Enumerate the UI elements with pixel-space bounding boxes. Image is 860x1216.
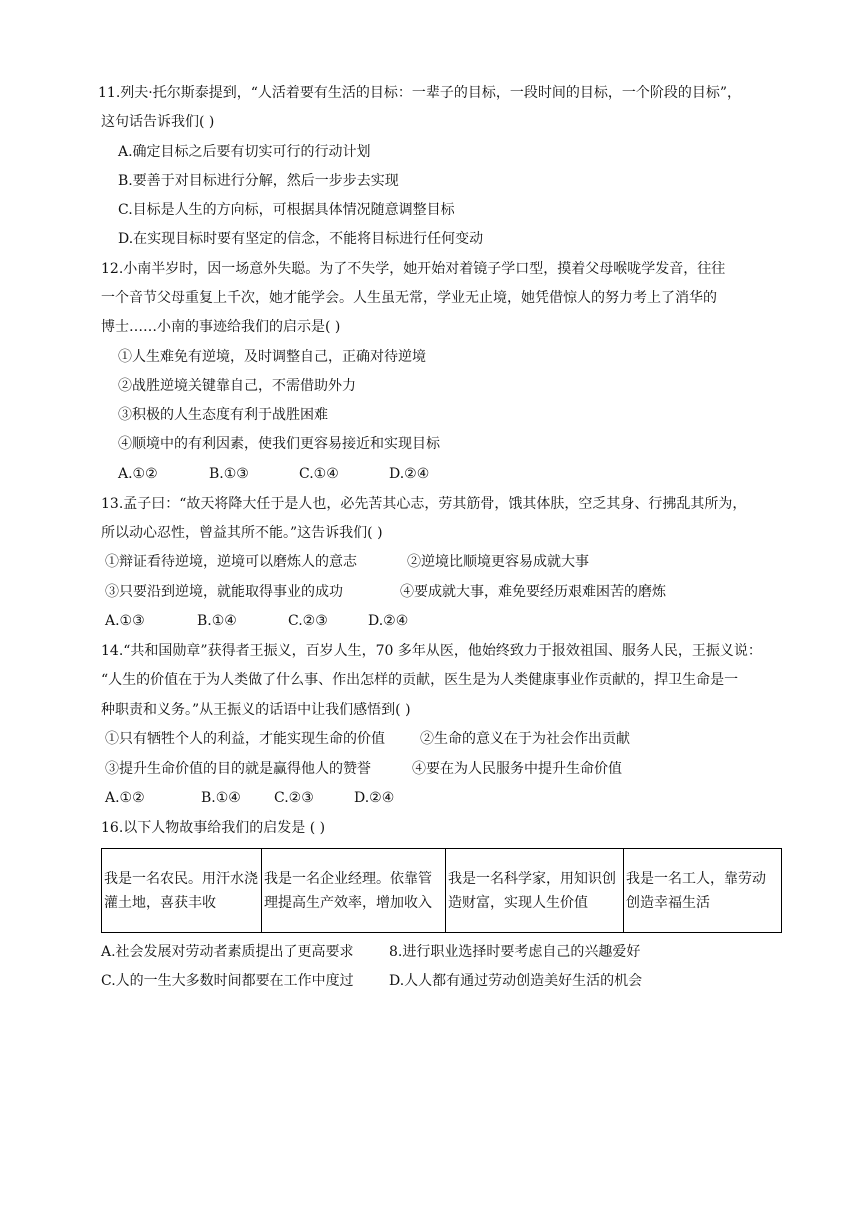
q14-option-b: B.①④ bbox=[201, 790, 241, 806]
q14-item-4: ④要在为人民服务中提升生命价值 bbox=[412, 761, 622, 777]
q13-item-3: ③只要沿到逆境，就能取得事业的成功 bbox=[105, 584, 343, 600]
q12-item-3: ③积极的人生态度有利于战胜困难 bbox=[118, 407, 328, 423]
q14-stem-line-1: 14.“共和国勋章”获得者王振义，百岁人生，70 多年从医，他始终致力于报效祖国、服务人民，王振义说： bbox=[101, 643, 762, 659]
q11-option-d: D.在实现目标时要有坚定的信念，不能将目标进行任何变动 bbox=[118, 231, 484, 247]
q12-option-c: C.①④ bbox=[299, 466, 339, 482]
q12-option-a: A.①② bbox=[118, 466, 158, 482]
q11-stem-line-1: 11.列夫·托尔斯泰提到，“人活着要有生活的目标：一辈子的目标，一段时间的目标，一个阶段的目标”， bbox=[98, 85, 742, 101]
q12-stem-line-3: 博士……小南的事迹给我们的启示是( ) bbox=[101, 319, 341, 335]
q14-option-c: C.②③ bbox=[274, 790, 314, 806]
story-cell-scientist: 我是一名科学家，用知识创造财富，实现人生价值 bbox=[446, 849, 624, 933]
q11-option-a: A.确定目标之后要有切实可行的行动计划 bbox=[118, 144, 371, 160]
q16-option-d: D.人人都有通过劳动创造美好生活的机会 bbox=[389, 973, 643, 989]
q13-option-b: B.①④ bbox=[197, 613, 237, 629]
q13-item-2: ②逆境比顺境更容易成就大事 bbox=[407, 554, 589, 570]
q12-option-b: B.①③ bbox=[209, 466, 249, 482]
q16-story-table bbox=[101, 848, 782, 933]
story-cell-worker: 我是一名工人，靠劳动创造幸福生活 bbox=[624, 849, 782, 933]
q12-item-1: ①人生难免有逆境，及时调整自己，正确对待逆境 bbox=[118, 349, 426, 365]
q13-option-c: C.②③ bbox=[288, 613, 328, 629]
q12-item-4: ④顺境中的有利因素，使我们更容易接近和实现目标 bbox=[118, 436, 440, 452]
q11-option-b: B.要善于对目标进行分解，然后一步步去实现 bbox=[118, 173, 399, 189]
story-cell-farmer: 我是一名农民。用汗水浇灌土地，喜获丰收 bbox=[102, 849, 262, 933]
q14-item-3: ③提升生命价值的目的就是赢得他人的赞誉 bbox=[105, 761, 371, 777]
q12-item-2: ②战胜逆境关键靠自己，不需借助外力 bbox=[118, 378, 356, 394]
table-row bbox=[102, 849, 782, 933]
q11-option-c: C.目标是人生的方向标，可根据具体情况随意调整目标 bbox=[118, 202, 455, 218]
q12-stem-line-2: 一个音节父母重复上千次，她才能学会。人生虽无常，学业无止境，她凭借惊人的努力考上了消华的 bbox=[101, 290, 717, 306]
q12-stem-line-1: 12.小南半岁时，因一场意外失聪。为了不失学，她开始对着镜子学口型，摸着父母喉咙学发音，往往 bbox=[101, 261, 726, 277]
q14-option-d: D.②④ bbox=[354, 790, 395, 806]
story-cell-manager: 我是一名企业经理。依靠管理提高生产效率，增加收入 bbox=[262, 849, 446, 933]
q16-stem: 16.以下人物故事给我们的启发是 ( ) bbox=[101, 820, 326, 836]
q11-stem-line-2: 这句话告诉我们( ) bbox=[101, 114, 215, 130]
q13-stem-line-2: 所以动心忍性，曾益其所不能。”这告诉我们( ) bbox=[101, 525, 383, 541]
q13-option-d: D.②④ bbox=[368, 613, 409, 629]
q16-option-a: A.社会发展对劳动者素质提出了更高要求 bbox=[101, 944, 354, 960]
q14-stem-line-2: “人生的价值在于为人类做了什么事、作出怎样的贡献，医生是为人类健康事业作贡献的，捍卫生命是一 bbox=[101, 672, 739, 688]
q13-item-4: ④要成就大事，难免要经历艰难困苦的磨炼 bbox=[400, 584, 666, 600]
q14-item-1: ①只有牺牲个人的利益，才能实现生命的价值 bbox=[105, 731, 385, 747]
q14-stem-line-3: 种职责和义务。”从王振义的话语中让我们感悟到( ) bbox=[101, 702, 411, 718]
q13-item-1: ①辩证看待逆境，逆境可以磨炼人的意志 bbox=[105, 554, 357, 570]
q16-option-c: C.人的一生大多数时间都要在工作中度过 bbox=[101, 973, 354, 989]
q13-stem-line-1: 13.孟子曰：“故天将降大任于是人也，必先苦其心志，劳其筋骨，饿其体肤，空乏其身、行拂乱其所为， bbox=[101, 496, 747, 512]
q14-option-a: A.①② bbox=[105, 790, 145, 806]
q14-item-2: ②生命的意义在于为社会作出贡献 bbox=[420, 731, 630, 747]
q12-option-d: D.②④ bbox=[389, 466, 430, 482]
q13-option-a: A.①③ bbox=[105, 613, 145, 629]
q16-option-b: 8.进行职业选择时要考虑自己的兴趣爱好 bbox=[389, 944, 641, 960]
